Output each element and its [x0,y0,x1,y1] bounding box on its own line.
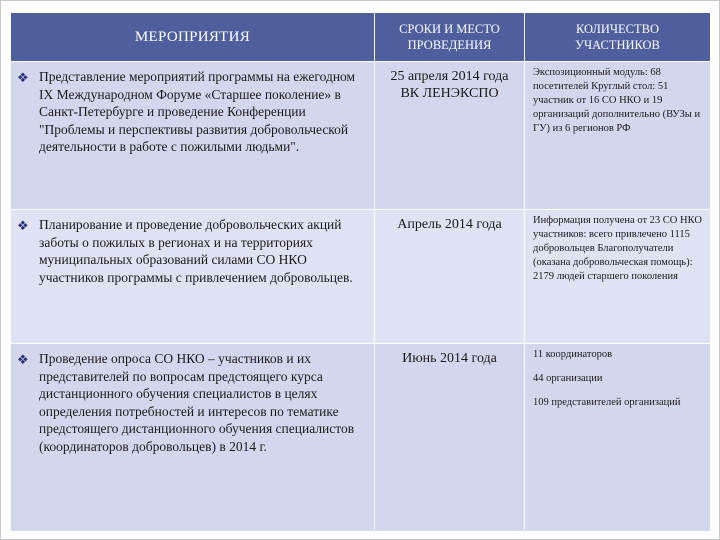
participants-cell [525,344,711,532]
event-text: Планирование и проведение добровольческих акций заботы о пожилых в регионах и на территориях муниципальных образований силами СО НКО участников программы с привлечением добровольцев. [39,217,353,285]
participants-organizations: 44 организации [533,373,603,384]
event-cell [11,344,375,532]
date-cell [375,344,525,532]
table-row [11,344,711,532]
participants-text: Экспозиционный модуль: 68 посетителей Круглый стол: 51 участник от 16 СО НКО и 19 организаций дополнительно (ВУЗы и ГУ) из 6 регионов РФ [533,67,701,134]
events-table [10,12,711,532]
date-cell [375,62,525,210]
header-participants [525,13,711,62]
diamond-bullet-icon: ❖ [17,70,29,85]
header-participants-line2: УЧАСТНИКОВ [575,38,660,52]
participants-representatives: 109 представителей организаций [533,397,681,408]
header-dates [375,13,525,62]
date-cell [375,210,525,344]
participants-coordinators: 11 координаторов [533,349,613,360]
header-events: МЕРОПРИЯТИЯ [11,13,375,62]
date-text: Июнь 2014 года [402,351,497,366]
participants-cell [525,62,711,210]
date-text: Апрель 2014 года [397,217,502,232]
event-cell [11,210,375,344]
event-text: Проведение опроса СО НКО – участников и их представителей по вопросам предстоящего курса дистанционного обучения специалистов в целях определения потребностей и интересов по тематике предстоящего дистанционного обучения специалистов (координаторов добровольцев) в 2014 г. [39,351,355,454]
participants-text: Информация получена от 23 СО НКО участников: всего привлечено 1115 добровольцев Благополучатели (оказана добровольческая помощь): 2179 людей старшего поколения [533,215,702,282]
event-cell [11,62,375,210]
header-dates-line2: ПРОВЕДЕНИЯ [407,38,492,52]
venue-text: ВК ЛЕНЭКСПО [400,86,499,101]
event-text: Представление мероприятий программы на ежегодном IX Международном Форуме «Старшее поколение» в Санкт-Петербурге и проведение Конференции "Проблемы и перспективы развития добровольческой деятельности в работе с пожилыми людьми". [39,69,356,155]
table-row [11,62,711,210]
diamond-bullet-icon: ❖ [17,352,29,367]
header-dates-line1: СРОКИ И МЕСТО [399,22,500,36]
header-participants-line1: КОЛИЧЕСТВО [575,22,660,36]
table-row [11,210,711,344]
date-text: 25 апреля 2014 года [390,69,509,84]
header-row [11,13,711,62]
diamond-bullet-icon: ❖ [17,218,29,233]
participants-cell [525,210,711,344]
